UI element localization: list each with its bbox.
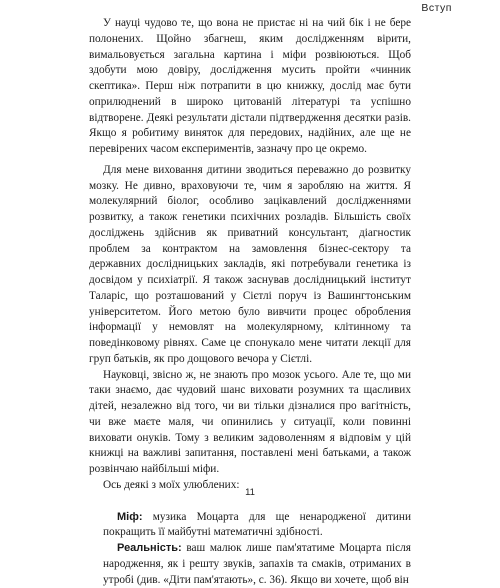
reality-label: Реальність: xyxy=(117,542,182,554)
myth-text: музика Моцарта для ще ненародженої дитини покращить її майбутні математичні здібності. xyxy=(103,511,411,539)
reality-item xyxy=(89,541,411,588)
running-header: Вступ xyxy=(421,2,452,14)
paragraph: Науковці, звісно ж, не знають про мозок усього. Але те, що ми таки знаємо, дає чудовий шанс виховати розумних та щасливих дітей, незалежно від того, чи ви тільки дізналися про вагітність, чи вже маєте маля, чи опинились у ситуації, коли повинні виховати онуків. Тому з великим задоволенням я відповім у цій книжці на важливі запитання, поставлені мені батьками, а також розвінчаю найбільші міфи. xyxy=(89,368,411,478)
reality-text: ваш малюк лише пам'ятатиме Моцарта після народження, як і решту звуків, запахів та смаків, отриманих в утробі (див. «Діти пам'ятають», с. 36). Якщо ви хочете, щоб він xyxy=(103,542,411,586)
paragraph: У науці чудово те, що вона не пристає ні на чий бік і не бере полонених. Щойно збагнеш, яким дослідженням вірити, вимальовується загальна картина і міфи розвіюються. Щоб здобути мою довіру, дослідження мусить пройти «чинник скептика». Перш ніж потрапити в цю книжку, дослід має бути оприлюднений в широко цитованій літературі та успішно відтворене. Деякі результати дістали підтвердження десятки разів. Якщо я робитиму виняток для передових, надійних, але ще не перевірених часом експериментів, зазначу про це окремо. xyxy=(89,16,411,158)
paragraph: Ось деякі з моїх улюблених: xyxy=(89,478,411,494)
paragraph: Для мене виховання дитини зводиться переважно до розвитку мозку. Не дивно, враховуючи те, чим я заробляю на життя. Я молекулярний біолог, особливо зацікавлений дослідженнями розвитку, а також генетики психічних розладів. Більшість своїх досліджень здійснив як приватний консультант, діагностик проблем за контрактом на замовлення бізнес-сектору та державних дослідницьких закладів, які потребували генетика із досвідом у психіатрії. Я також заснував дослідницький інститут Таларіс, що розташований у Сієтлі поруч із Вашингтонським університетом. Його метою було вивчити процес обробления інформації у немовлят на молекулярному, клітинному та поведінковому рівнях. Саме це спонукало мене читати лекції для груп батьків, як про дощового вечора у Сієтлі. xyxy=(89,163,411,368)
myth-item xyxy=(89,510,411,542)
myth-list xyxy=(89,510,411,588)
page-body xyxy=(89,16,411,588)
page-number: 11 xyxy=(0,487,500,498)
myth-label: Міф: xyxy=(117,511,143,523)
